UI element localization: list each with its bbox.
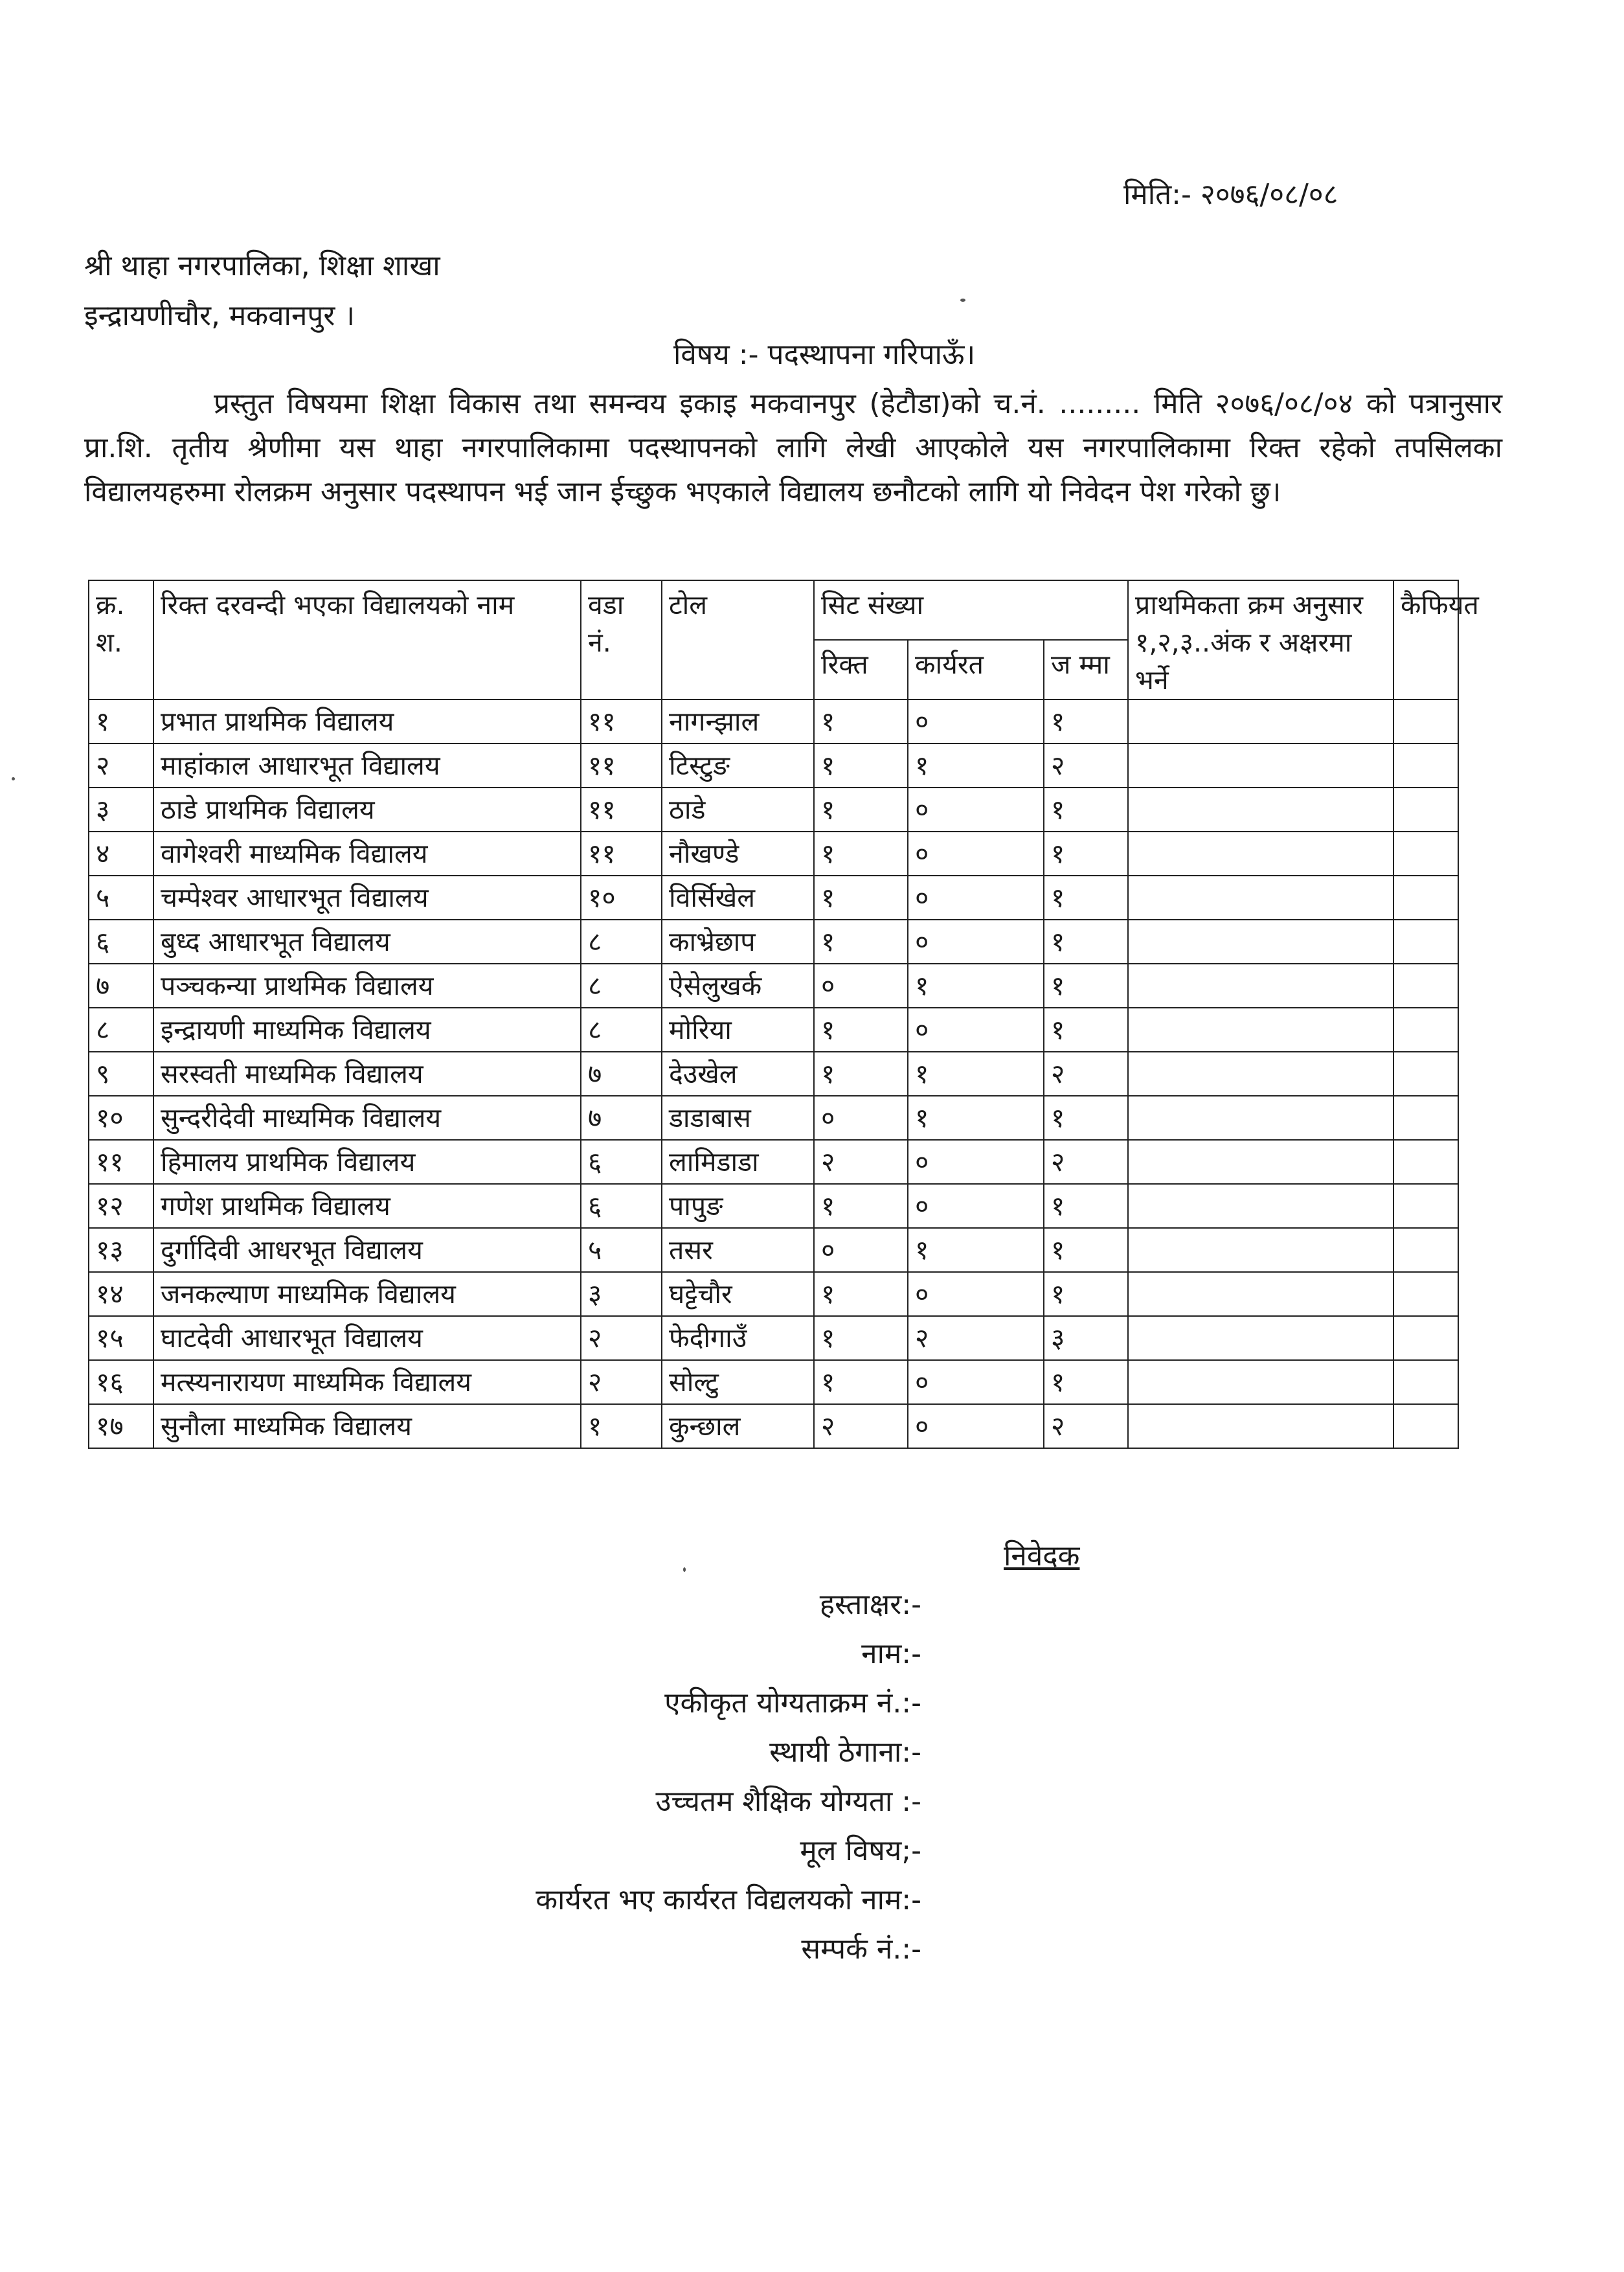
cell-remarks-blank[interactable] xyxy=(1393,699,1458,744)
cell-remarks-blank[interactable] xyxy=(1393,920,1458,964)
cell-ward: ३ xyxy=(581,1272,662,1316)
cell-remarks-blank[interactable] xyxy=(1393,1052,1458,1096)
header-ward: वडा नं. xyxy=(581,580,662,699)
cell-ward: ८ xyxy=(581,964,662,1008)
applicant-field-label: उच्चतम शैक्षिक योग्यता :- xyxy=(655,1785,921,1818)
cell-remarks-blank[interactable] xyxy=(1393,832,1458,876)
cell-total: १ xyxy=(1044,788,1128,832)
header-vacant: रिक्त xyxy=(814,640,908,699)
cell-working: ० xyxy=(908,920,1044,964)
cell-working: १ xyxy=(908,964,1044,1008)
cell-sn: १ xyxy=(89,699,153,744)
table-row xyxy=(89,964,1458,1008)
cell-tole: नौखण्डे xyxy=(662,832,814,876)
cell-tole: तसर xyxy=(662,1228,814,1272)
cell-ward: ११ xyxy=(581,699,662,744)
cell-working: ० xyxy=(908,1272,1044,1316)
cell-ward: ६ xyxy=(581,1140,662,1184)
cell-school: वागेश्वरी माध्यमिक विद्यालय xyxy=(153,832,581,876)
cell-remarks-blank[interactable] xyxy=(1393,1360,1458,1404)
table-row xyxy=(89,1404,1458,1448)
cell-sn: ४ xyxy=(89,832,153,876)
cell-school: जनकल्याण माध्यमिक विद्यालय xyxy=(153,1272,581,1316)
cell-remarks-blank[interactable] xyxy=(1393,1404,1458,1448)
cell-ward: ११ xyxy=(581,744,662,788)
cell-school: मत्स्यनारायण माध्यमिक विद्यालय xyxy=(153,1360,581,1404)
cell-remarks-blank[interactable] xyxy=(1393,1184,1458,1228)
cell-priority-blank[interactable] xyxy=(1128,876,1393,920)
cell-tole: काभ्रेछाप xyxy=(662,920,814,964)
table-row xyxy=(89,1008,1458,1052)
cell-school: पञ्चकन्या प्राथमिक विद्यालय xyxy=(153,964,581,1008)
cell-priority-blank[interactable] xyxy=(1128,1272,1393,1316)
cell-vacant: १ xyxy=(814,1272,908,1316)
body-paragraph: प्रस्तुत विषयमा शिक्षा विकास तथा समन्वय इकाइ मकवानपुर (हेटौडा)को च.नं. ......... मिति २०७६/०८/०४ को पत्रानुसार प्रा.शि. तृतीय श्रेणीमा यस थाहा नगरपालिकामा पदस्थापनको लागि लेखी आएकोले यस नगरपालिकामा रिक्त रहेको तपसिलका विद्यालयहरुमा रोलक्रम अनुसार पदस्थापन भई जान ईच्छुक भएकाले विद्यालय छनौटको लागि यो निवेदन पेश गरेको छु। xyxy=(84,387,1502,508)
cell-sn: १६ xyxy=(89,1360,153,1404)
table-row xyxy=(89,1096,1458,1140)
cell-working: २ xyxy=(908,1316,1044,1360)
cell-priority-blank[interactable] xyxy=(1128,699,1393,744)
cell-tole: देउखेल xyxy=(662,1052,814,1096)
table-row xyxy=(89,1228,1458,1272)
cell-total: १ xyxy=(1044,1360,1128,1404)
cell-vacant: १ xyxy=(814,832,908,876)
table-row xyxy=(89,1272,1458,1316)
cell-working: ० xyxy=(908,788,1044,832)
cell-school: दुर्गादिवी आधरभूत विद्यालय xyxy=(153,1228,581,1272)
cell-remarks-blank[interactable] xyxy=(1393,964,1458,1008)
table-row xyxy=(89,1316,1458,1360)
cell-tole: पापुङ xyxy=(662,1184,814,1228)
cell-priority-blank[interactable] xyxy=(1128,832,1393,876)
cell-tole: नागन्झाल xyxy=(662,699,814,744)
cell-working: ० xyxy=(908,1360,1044,1404)
cell-total: १ xyxy=(1044,1228,1128,1272)
cell-priority-blank[interactable] xyxy=(1128,788,1393,832)
table-row xyxy=(89,1052,1458,1096)
cell-sn: १० xyxy=(89,1096,153,1140)
cell-priority-blank[interactable] xyxy=(1128,1140,1393,1184)
cell-vacant: १ xyxy=(814,699,908,744)
cell-remarks-blank[interactable] xyxy=(1393,876,1458,920)
cell-priority-blank[interactable] xyxy=(1128,1008,1393,1052)
cell-vacant: १ xyxy=(814,1360,908,1404)
cell-working: ० xyxy=(908,832,1044,876)
cell-sn: ५ xyxy=(89,876,153,920)
cell-school: चम्पेश्वर आधारभूत विद्यालय xyxy=(153,876,581,920)
cell-priority-blank[interactable] xyxy=(1128,1404,1393,1448)
cell-tole: घट्टेचौर xyxy=(662,1272,814,1316)
cell-sn: १७ xyxy=(89,1404,153,1448)
cell-ward: २ xyxy=(581,1316,662,1360)
cell-priority-blank[interactable] xyxy=(1128,1316,1393,1360)
cell-total: २ xyxy=(1044,1052,1128,1096)
cell-working: ० xyxy=(908,1184,1044,1228)
cell-sn: ८ xyxy=(89,1008,153,1052)
cell-vacant: ० xyxy=(814,1096,908,1140)
cell-total: २ xyxy=(1044,1404,1128,1448)
cell-school: घाटदेवी आधारभूत विद्यालय xyxy=(153,1316,581,1360)
cell-vacant: १ xyxy=(814,1316,908,1360)
scan-speck xyxy=(683,1567,686,1572)
table-row xyxy=(89,832,1458,876)
cell-tole: लामिडाडा xyxy=(662,1140,814,1184)
cell-ward: ७ xyxy=(581,1052,662,1096)
cell-vacant: ० xyxy=(814,964,908,1008)
cell-sn: १३ xyxy=(89,1228,153,1272)
cell-ward: १ xyxy=(581,1404,662,1448)
cell-remarks-blank[interactable] xyxy=(1393,1008,1458,1052)
cell-tole: ठाडे xyxy=(662,788,814,832)
cell-school: गणेश प्राथमिक विद्यालय xyxy=(153,1184,581,1228)
cell-priority-blank[interactable] xyxy=(1128,1184,1393,1228)
cell-tole: फेदीगाउँ xyxy=(662,1316,814,1360)
cell-total: १ xyxy=(1044,1096,1128,1140)
applicant-field-label: एकीकृत योग्यताक्रम नं.:- xyxy=(664,1687,921,1720)
header-working: कार्यरत xyxy=(908,640,1044,699)
cell-vacant: १ xyxy=(814,744,908,788)
applicant-field-label: हस्ताक्षर:- xyxy=(819,1588,921,1621)
cell-vacant: १ xyxy=(814,788,908,832)
cell-vacant: २ xyxy=(814,1404,908,1448)
header-total: ज म्मा xyxy=(1044,640,1128,699)
cell-total: १ xyxy=(1044,1008,1128,1052)
cell-remarks-blank[interactable] xyxy=(1393,1228,1458,1272)
cell-priority-blank[interactable] xyxy=(1128,920,1393,964)
addressee-line-1: श्री थाहा नगरपालिका, शिक्षा शाखा xyxy=(84,249,440,282)
cell-ward: ७ xyxy=(581,1096,662,1140)
cell-school: ठाडे प्राथमिक विद्यालय xyxy=(153,788,581,832)
cell-working: १ xyxy=(908,1228,1044,1272)
cell-sn: १५ xyxy=(89,1316,153,1360)
cell-tole: विर्सिखेल xyxy=(662,876,814,920)
header-priority: प्राथमिकता क्रम अनुसार १,२,३..अंक र अक्षरमा भर्ने xyxy=(1128,580,1393,699)
scan-speck xyxy=(12,777,15,780)
applicant-fields xyxy=(536,1580,921,1974)
cell-total: १ xyxy=(1044,699,1128,744)
cell-sn: ९ xyxy=(89,1052,153,1096)
cell-working: १ xyxy=(908,1052,1044,1096)
cell-working: ० xyxy=(908,876,1044,920)
cell-working: १ xyxy=(908,744,1044,788)
cell-total: १ xyxy=(1044,1272,1128,1316)
scan-speck xyxy=(960,299,965,302)
cell-school: हिमालय प्राथमिक विद्यालय xyxy=(153,1140,581,1184)
cell-tole: डाडाबास xyxy=(662,1096,814,1140)
cell-remarks-blank[interactable] xyxy=(1393,1316,1458,1360)
cell-ward: ६ xyxy=(581,1184,662,1228)
cell-school: सरस्वती माध्यमिक विद्यालय xyxy=(153,1052,581,1096)
cell-sn: १४ xyxy=(89,1272,153,1316)
table-row xyxy=(89,1360,1458,1404)
applicant-heading: निवेदक xyxy=(1004,1539,1080,1573)
cell-working: ० xyxy=(908,1140,1044,1184)
cell-sn: २ xyxy=(89,744,153,788)
table-row xyxy=(89,744,1458,788)
vacancy-table xyxy=(88,580,1479,1449)
cell-priority-blank[interactable] xyxy=(1128,1052,1393,1096)
cell-school: सुन्दरीदेवी माध्यमिक विद्यालय xyxy=(153,1096,581,1140)
cell-sn: १२ xyxy=(89,1184,153,1228)
cell-priority-blank[interactable] xyxy=(1128,1096,1393,1140)
header-seats: सिट संख्या xyxy=(814,580,1128,640)
cell-priority-blank[interactable] xyxy=(1128,744,1393,788)
cell-ward: १० xyxy=(581,876,662,920)
cell-total: १ xyxy=(1044,876,1128,920)
cell-tole: सोल्टु xyxy=(662,1360,814,1404)
cell-vacant: १ xyxy=(814,1052,908,1096)
cell-school: बुध्द आधारभूत विद्यालय xyxy=(153,920,581,964)
cell-remarks-blank[interactable] xyxy=(1393,1140,1458,1184)
cell-remarks-blank[interactable] xyxy=(1393,1096,1458,1140)
cell-sn: ११ xyxy=(89,1140,153,1184)
cell-ward: २ xyxy=(581,1360,662,1404)
cell-working: १ xyxy=(908,1096,1044,1140)
applicant-field-label: कार्यरत भए कार्यरत विद्यलयको नाम:- xyxy=(536,1883,921,1916)
cell-tole: ऐसेलुखर्क xyxy=(662,964,814,1008)
cell-remarks-blank[interactable] xyxy=(1393,1272,1458,1316)
cell-total: २ xyxy=(1044,744,1128,788)
cell-vacant: १ xyxy=(814,1008,908,1052)
table-row xyxy=(89,876,1458,920)
cell-tole: कुन्छाल xyxy=(662,1404,814,1448)
cell-remarks-blank[interactable] xyxy=(1393,744,1458,788)
cell-school: सुनौला माध्यमिक विद्यालय xyxy=(153,1404,581,1448)
cell-vacant: १ xyxy=(814,1184,908,1228)
cell-working: ० xyxy=(908,1404,1044,1448)
cell-tole: मोरिया xyxy=(662,1008,814,1052)
cell-vacant: १ xyxy=(814,920,908,964)
cell-working: ० xyxy=(908,1008,1044,1052)
cell-ward: ८ xyxy=(581,1008,662,1052)
cell-tole: टिस्टुङ xyxy=(662,744,814,788)
cell-ward: ११ xyxy=(581,788,662,832)
table-row xyxy=(89,1140,1458,1184)
table-row xyxy=(89,1184,1458,1228)
applicant-field-label: नाम:- xyxy=(861,1637,921,1670)
cell-sn: ७ xyxy=(89,964,153,1008)
cell-priority-blank[interactable] xyxy=(1128,1360,1393,1404)
applicant-field-label: मूल विषय;- xyxy=(800,1834,921,1867)
cell-total: १ xyxy=(1044,920,1128,964)
table-body xyxy=(89,699,1458,1448)
cell-school: माहांकाल आधारभूत विद्यालय xyxy=(153,744,581,788)
cell-ward: ८ xyxy=(581,920,662,964)
date-line: मिति:- २०७६/०८/०८ xyxy=(1123,178,1338,211)
table-row xyxy=(89,920,1458,964)
cell-priority-blank[interactable] xyxy=(1128,964,1393,1008)
cell-remarks-blank[interactable] xyxy=(1393,788,1458,832)
cell-school: प्रभात प्राथमिक विद्यालय xyxy=(153,699,581,744)
cell-working: ० xyxy=(908,699,1044,744)
applicant-field-label: स्थायी ठेगाना:- xyxy=(769,1736,921,1769)
cell-total: १ xyxy=(1044,1184,1128,1228)
cell-priority-blank[interactable] xyxy=(1128,1228,1393,1272)
header-sn: क्र. श. xyxy=(89,580,153,699)
cell-school: इन्द्रायणी माध्यमिक विद्यालय xyxy=(153,1008,581,1052)
cell-ward: ५ xyxy=(581,1228,662,1272)
header-tole: टोल xyxy=(662,580,814,699)
cell-total: १ xyxy=(1044,964,1128,1008)
cell-sn: ६ xyxy=(89,920,153,964)
cell-vacant: ० xyxy=(814,1228,908,1272)
cell-total: ३ xyxy=(1044,1316,1128,1360)
cell-vacant: १ xyxy=(814,876,908,920)
cell-vacant: २ xyxy=(814,1140,908,1184)
table-row xyxy=(89,788,1458,832)
addressee-line-2: इन्द्रायणीचौर, मकवानपुर । xyxy=(84,299,355,332)
cell-total: २ xyxy=(1044,1140,1128,1184)
table-row xyxy=(89,699,1458,744)
cell-sn: ३ xyxy=(89,788,153,832)
applicant-field-label: सम्पर्क नं.:- xyxy=(801,1933,921,1966)
header-remarks: कैफियत xyxy=(1393,580,1458,699)
header-school: रिक्त दरवन्दी भएका विद्यालयको नाम xyxy=(153,580,581,699)
cell-total: १ xyxy=(1044,832,1128,876)
cell-ward: ११ xyxy=(581,832,662,876)
subject-line: विषय :- पदस्थापना गरिपाऊँ। xyxy=(673,338,976,371)
